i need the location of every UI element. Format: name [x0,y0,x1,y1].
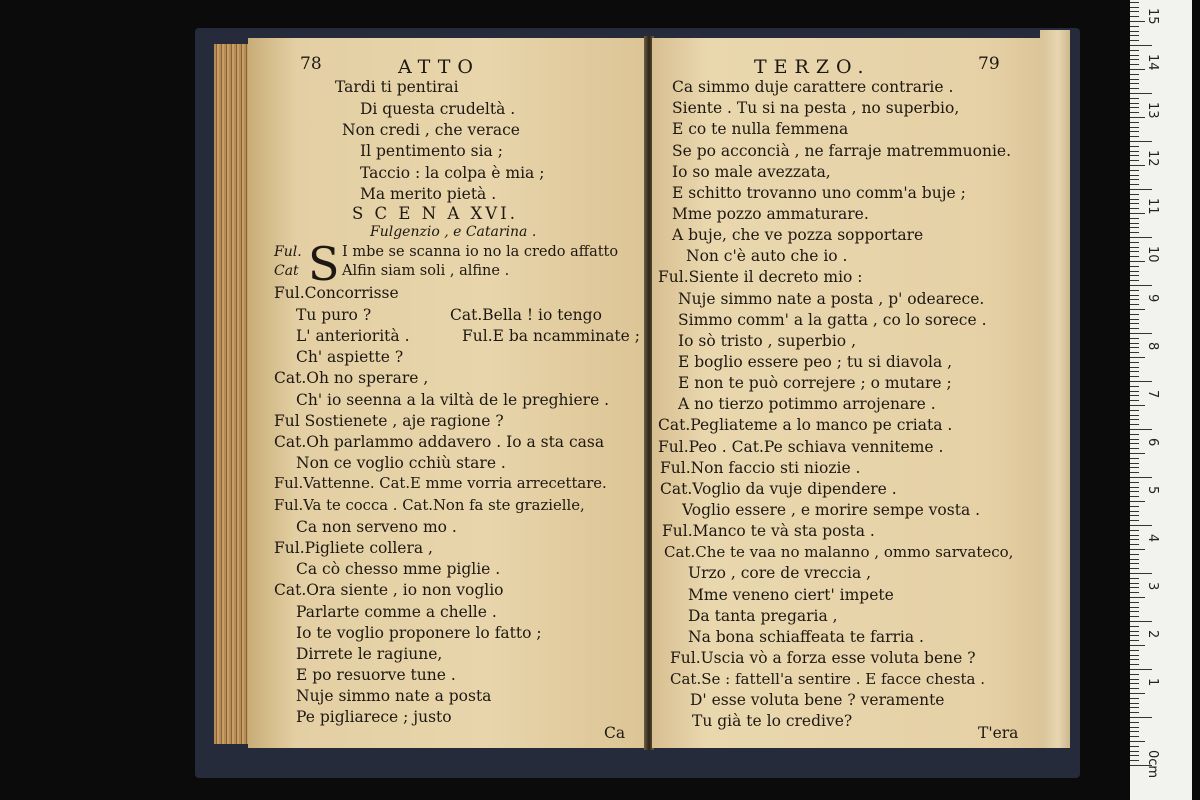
ruler-tick [1130,453,1145,454]
ruler-tick [1130,607,1139,608]
ruler-tick [1130,69,1145,70]
ruler-tick [1130,544,1139,545]
ruler-tick [1130,175,1139,176]
ruler-tick [1130,688,1139,689]
ruler-tick [1130,151,1139,152]
ruler-tick [1130,98,1139,99]
running-header: ATTO [398,56,480,78]
ruler-tick [1130,232,1139,233]
ruler-tick [1130,275,1139,276]
ruler-tick [1130,746,1139,747]
ruler-label: 7 [1145,390,1160,399]
speaker-label: Cat [274,263,299,279]
ruler-tick [1130,64,1139,65]
text-line: I mbe se scanna io no la credo affatto [342,244,619,260]
ruler-tick [1130,362,1139,363]
text-line: Ful.Vattenne. Cat.E mme vorria arrecettare. [274,475,607,492]
ruler-tick [1130,755,1139,756]
text-line: Nuje simmo nate a posta [296,687,492,705]
text-line: Da tanta pregaria , [688,607,838,625]
text-line: Il pentimento sia ; [360,142,503,160]
ruler-label: 4 [1145,534,1160,543]
ruler-tick [1130,79,1139,80]
ruler-tick [1130,237,1152,238]
ruler-tick [1130,165,1145,166]
ruler-tick [1130,506,1139,507]
text-line: Non c'è auto che io . [686,247,848,265]
scene-characters: Fulgenzio , e Catarina . [370,224,537,240]
ruler-tick [1130,602,1139,603]
ruler-tick [1130,290,1139,291]
page-number: 79 [978,54,1000,74]
ruler-tick [1130,559,1139,560]
ruler-label: 5 [1145,486,1160,495]
ruler-tick [1130,112,1139,113]
speaker-label: Ful. [274,244,302,260]
ruler-tick [1130,477,1152,478]
ruler-tick [1130,563,1139,564]
ruler-label: 11 [1145,198,1160,215]
ruler-tick [1130,415,1139,416]
ruler-tick [1130,256,1139,257]
ruler-tick [1130,573,1152,574]
ruler-tick [1130,203,1139,204]
text-line: E non te può correjere ; o mutare ; [678,374,952,392]
text-line: Se po acconcià , ne farraje matremmuonie. [672,142,1012,160]
ruler-tick [1130,50,1139,51]
ruler-tick [1130,429,1152,430]
ruler-tick [1130,376,1139,377]
text-line: Nuje simmo nate a posta , p' odearece. [678,290,985,308]
ruler-tick [1130,304,1139,305]
ruler-tick [1130,59,1139,60]
ruler-tick [1130,103,1139,104]
ruler-tick [1130,31,1139,32]
ruler-tick [1130,347,1139,348]
text-line: Mme veneno ciert' impete [688,586,894,604]
text-line: Ful Sostienete , aje ragione ? [274,412,504,430]
right-page [652,38,1042,748]
ruler-tick [1130,669,1152,670]
ruler-tick [1130,482,1139,483]
ruler-tick [1130,55,1139,56]
text-line: Io so male avezzata, [672,163,831,181]
ruler-tick [1130,463,1139,464]
ruler-tick [1130,11,1139,12]
ruler-tick [1130,731,1139,732]
running-header: TERZO. [754,56,871,78]
ruler-tick [1130,299,1139,300]
text-line: Non ce voglio cchiù stare . [296,454,506,472]
ruler-tick [1130,674,1139,675]
ruler-tick [1130,683,1139,684]
ruler-tick [1130,698,1139,699]
ruler-tick [1130,501,1145,502]
text-line: Ful.Peo . Cat.Pe schiava venniteme . [658,438,944,456]
text-line: A no tierzo potimmo arrojenare . [678,395,936,413]
ruler-tick [1130,616,1139,617]
ruler-tick [1130,626,1139,627]
text-line: E schitto trovanno uno comm'a buje ; [672,184,966,202]
ruler-tick [1130,309,1145,310]
ruler-tick [1130,155,1139,156]
ruler-tick [1130,199,1139,200]
ruler-tick [1130,592,1139,593]
text-line: Ch' aspiette ? [296,348,404,366]
ruler-tick [1130,26,1139,27]
text-line: Ful.Non faccio sti niozie . [660,459,861,477]
ruler-tick [1130,242,1139,243]
text-line: Ful.Siente il decreto mio : [658,268,863,286]
ruler-label: 10 [1145,246,1160,263]
ruler-tick [1130,213,1145,214]
ruler-tick [1130,189,1152,190]
ruler-tick [1130,218,1139,219]
text-line: Tardi ti pentirai [335,78,459,96]
ruler-tick [1130,530,1139,531]
ruler-label: 2 [1145,630,1160,639]
text-line: Cat.Se : fattell'a sentire . E facce chesta . [670,670,986,688]
ruler-label: 12 [1145,150,1160,167]
ruler-tick [1130,448,1139,449]
ruler-label: 0cm [1145,750,1160,779]
ruler-tick [1130,371,1139,372]
ruler-tick [1130,664,1139,665]
ruler-tick [1130,520,1139,521]
ruler-tick [1130,295,1139,296]
text-line: Io te voglio proponere lo fatto ; [296,624,542,642]
ruler-tick [1130,578,1139,579]
ruler-tick [1130,487,1139,488]
scene-heading: S C E N A XVI. [352,204,518,223]
ruler-tick [1130,261,1145,262]
text-line: Ch' io seenna a la viltà de le preghiere . [296,391,610,409]
ruler-tick [1130,587,1139,588]
text-line: Alfin siam soli , alfine . [342,263,510,279]
ruler-tick [1130,640,1139,641]
ruler-label: 6 [1145,438,1160,447]
text-line: Cat.Voglio da vuje dipendere . [660,480,897,498]
ruler-tick [1130,655,1139,656]
page-stack-edge-left [214,44,252,744]
drop-cap: S [308,237,340,291]
text-line: Ful.Uscia vò a forza esse voluta bene ? [670,649,976,667]
ruler-tick [1130,35,1139,36]
ruler-tick [1130,741,1145,742]
ruler-tick [1130,338,1139,339]
text-line: Non credi , che verace [342,121,520,139]
ruler-tick [1130,549,1145,550]
page-stack-edge-right [1040,30,1070,748]
ruler-tick [1130,650,1139,651]
text-line: D' esse voluta bene ? veramente [690,691,945,709]
ruler-tick [1130,131,1139,132]
text-line: Urzo , core de vreccia , [688,564,872,582]
ruler-tick [1130,439,1139,440]
text-line: Ful.Manco te và sta posta . [662,522,875,540]
ruler-tick [1130,170,1139,171]
ruler-tick [1130,21,1145,22]
ruler-tick [1130,631,1139,632]
ruler-label: 8 [1145,342,1160,351]
ruler-tick [1130,386,1139,387]
ruler-tick [1130,583,1139,584]
ruler-tick [1130,160,1139,161]
ruler-tick [1130,352,1139,353]
ruler-tick [1130,285,1152,286]
ruler-tick [1130,319,1139,320]
ruler-tick [1130,117,1145,118]
ruler-tick [1130,323,1139,324]
ruler-tick [1130,645,1145,646]
text-line: Parlarte comme a chelle . [296,603,497,621]
text-line: Cat.Oh parlammo addavero . Io a sta casa [274,433,605,451]
ruler-tick [1130,141,1152,142]
ruler-tick [1130,472,1139,473]
ruler-label: 15 [1145,8,1160,25]
ruler-tick [1130,7,1139,8]
text-line: Ful.E ba ncamminate ; [462,327,640,345]
ruler-tick [1130,184,1139,185]
ruler-tick [1130,247,1139,248]
ruler-tick [1130,343,1139,344]
ruler-tick [1130,424,1139,425]
ruler-tick [1130,367,1139,368]
ruler-tick [1130,251,1139,252]
text-line: Tu già te lo credive? [692,712,853,730]
ruler-tick [1130,391,1139,392]
text-line: Siente . Tu si na pesta , no superbio, [672,99,960,117]
text-line: Di questa crudeltà . [360,100,516,118]
text-line: Voglio essere , e morire sempe vosta . [682,501,981,519]
ruler-tick [1130,179,1139,180]
ruler-tick [1130,611,1139,612]
text-line: Cat.Ora siente , io non voglio [274,581,504,599]
ruler-label: 3 [1145,582,1160,591]
ruler-tick [1130,208,1139,209]
text-line: Ca non serveno mo . [296,518,457,536]
ruler-tick [1130,266,1139,267]
ruler-tick [1130,722,1139,723]
text-line: Tu puro ? [296,306,372,324]
ruler-tick [1130,751,1139,752]
ruler-tick [1130,16,1139,17]
ruler-label: 13 [1145,102,1160,119]
ruler-tick [1130,194,1139,195]
ruler-tick [1130,271,1139,272]
ruler-tick [1130,40,1139,41]
ruler-tick [1130,146,1139,147]
ruler-tick [1130,679,1139,680]
text-line: Mme pozzo ammaturare. [672,205,869,223]
text-line: Ma merito pietà . [360,185,497,203]
ruler-tick [1130,712,1139,713]
ruler-tick [1130,760,1139,761]
catchword: Ca [604,724,626,742]
ruler-tick [1130,443,1139,444]
ruler-tick [1130,736,1139,737]
ruler-tick [1130,127,1139,128]
text-line: E po resuorve tune . [296,666,456,684]
ruler-tick [1130,568,1139,569]
text-line: Dirrete le ragiune, [296,645,443,663]
ruler-tick [1130,535,1139,536]
ruler-tick [1130,107,1139,108]
text-line: E co te nulla femmena [672,120,849,138]
ruler-tick [1130,703,1139,704]
text-line: Cat.Pegliateme a lo manco pe criata . [658,416,953,434]
ruler-tick [1130,88,1139,89]
ruler-tick [1130,83,1139,84]
ruler-tick [1130,597,1145,598]
ruler-tick [1130,2,1139,3]
text-line: Cat.Bella ! io tengo [450,306,602,324]
text-line: Ful.Pigliete collera , [274,539,433,557]
text-line: L' anteriorità . [296,327,410,345]
ruler-tick [1130,496,1139,497]
ruler-tick [1130,659,1139,660]
ruler-tick [1130,314,1139,315]
text-line: Taccio : la colpa è mia ; [360,164,545,182]
text-line: Ful.Concorrisse [274,284,399,302]
text-line: E boglio essere peo ; tu si diavola , [678,353,953,371]
ruler-tick [1130,227,1139,228]
page-number: 78 [300,54,322,74]
ruler-tick [1130,693,1145,694]
text-line: Io sò tristo , superbio , [678,332,856,350]
ruler-tick [1130,511,1139,512]
ruler-tick [1130,136,1139,137]
text-line: A buje, che ve pozza sopportare [672,226,924,244]
ruler-tick [1130,727,1139,728]
ruler-tick [1130,554,1139,555]
ruler-tick [1130,525,1152,526]
ruler-tick [1130,467,1139,468]
ruler-tick [1130,122,1139,123]
text-line: Cat.Che te vaa no malanno , ommo sarvateco, [664,543,1014,561]
text-line: Ful.Va te cocca . Cat.Non fa ste grazielle, [274,497,585,514]
ruler-tick [1130,381,1152,382]
ruler-tick [1130,458,1139,459]
ruler-tick [1130,434,1139,435]
text-line: Simmo comm' a la gatta , co lo sorece . [678,311,987,329]
ruler-tick [1130,405,1145,406]
catchword: T'era [978,724,1019,742]
ruler-tick [1130,395,1139,396]
ruler-tick [1130,621,1152,622]
ruler-label: 9 [1145,294,1160,303]
ruler-tick [1130,707,1139,708]
text-line: Pe pigliarece ; justo [296,708,452,726]
ruler-tick [1130,93,1152,94]
ruler-tick [1130,357,1145,358]
ruler-tick [1130,419,1139,420]
text-line: Cat.Oh no sperare , [274,369,429,387]
ruler-label: 14 [1145,54,1160,71]
text-line: Ca cò chesso mme piglie . [296,560,501,578]
left-page [248,38,646,748]
ruler-tick [1130,223,1139,224]
text-line: Na bona schiaffeata te farria . [688,628,924,646]
ruler-tick [1130,491,1139,492]
measurement-ruler [1130,0,1192,800]
ruler-tick [1130,515,1139,516]
ruler-tick [1130,280,1139,281]
ruler-tick [1130,74,1139,75]
ruler-tick [1130,410,1139,411]
ruler-tick [1130,717,1152,718]
ruler-tick [1130,539,1139,540]
ruler-tick [1130,333,1152,334]
text-line: Ca simmo duje carattere contrarie . [672,78,954,96]
ruler-tick [1130,328,1139,329]
ruler-label: 1 [1145,678,1160,687]
ruler-tick [1130,45,1152,46]
ruler-tick [1130,400,1139,401]
ruler-tick [1130,635,1139,636]
